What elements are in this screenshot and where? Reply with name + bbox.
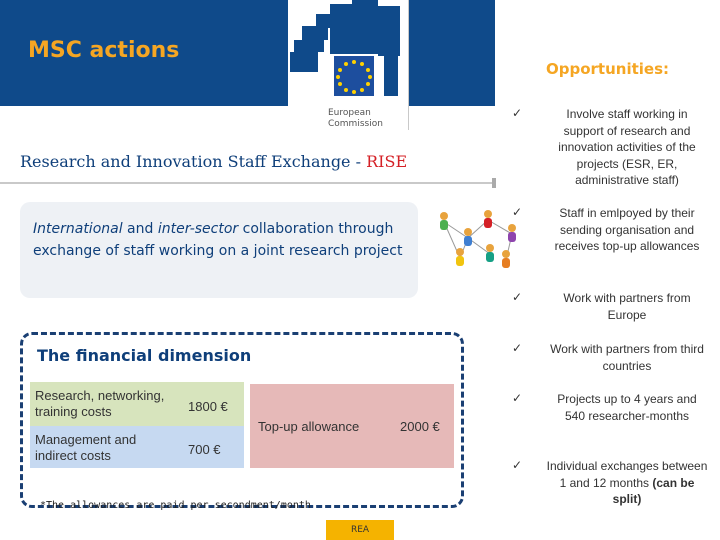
- check-icon: ✓: [512, 391, 523, 405]
- cost-value: 700 €: [188, 442, 221, 457]
- collab-part-1: International: [33, 221, 123, 237]
- list-item-text: Involve staff working in support of research and innovation activities of the projects (ESR, ER, administrative staff): [558, 107, 696, 187]
- check-icon: ✓: [512, 106, 523, 120]
- collab-part-3: inter-sector: [157, 221, 239, 237]
- cost-row-research: [30, 382, 244, 426]
- european-commission-logo: [288, 0, 409, 130]
- logo-line-2: Commission: [328, 119, 383, 129]
- list-item-text: Work with partners from Europe: [563, 291, 691, 322]
- cost-label: Research, networking, training costs: [35, 388, 165, 419]
- list-item-text: Projects up to 4 years and 540 researcher-months: [557, 392, 697, 423]
- logo-text: [328, 108, 383, 130]
- subtitle-highlight: RISE: [366, 152, 408, 171]
- collaboration-text: [33, 218, 413, 262]
- logo-line-1: European: [328, 108, 371, 118]
- list-item-text: Work with partners from third countries: [550, 342, 704, 373]
- rea-badge: REA: [326, 520, 394, 540]
- topup-box: [250, 384, 454, 468]
- page-title: MSC actions: [28, 38, 180, 63]
- check-icon: ✓: [512, 290, 523, 304]
- list-item-text: Staff in emlpoyed by their sending organisation and receives top-up allowances: [554, 206, 700, 253]
- subtitle: [20, 152, 407, 171]
- footnote: *The allowances are paid per secondment/month: [40, 500, 311, 511]
- list-item-text-bold: (can be split): [612, 475, 695, 506]
- collab-part-2: and: [122, 221, 158, 237]
- check-icon: ✓: [512, 458, 523, 472]
- opportunities-title: Opportunities:: [546, 60, 670, 78]
- financial-title: The financial dimension: [37, 346, 252, 365]
- cost-row-management: [30, 426, 244, 468]
- check-icon: ✓: [512, 341, 523, 355]
- collab-part-4: collaboration through exchange of staff working on a joint research project: [33, 221, 403, 259]
- subtitle-prefix: Research and Innovation Staff Exchange -: [20, 152, 367, 171]
- collaboration-box: [20, 202, 418, 298]
- cost-label: Management and indirect costs: [35, 432, 137, 463]
- check-icon: ✓: [512, 205, 523, 219]
- subtitle-divider: [0, 182, 495, 184]
- topup-label: Top-up allowance: [258, 419, 360, 434]
- topup-value: 2000 €: [400, 419, 440, 434]
- cost-value: 1800 €: [188, 399, 228, 414]
- eu-flag-icon: [334, 56, 374, 96]
- list-item-text-main: Individual exchanges between 1 and 12 months: [546, 459, 708, 490]
- list-item-text: [546, 458, 708, 508]
